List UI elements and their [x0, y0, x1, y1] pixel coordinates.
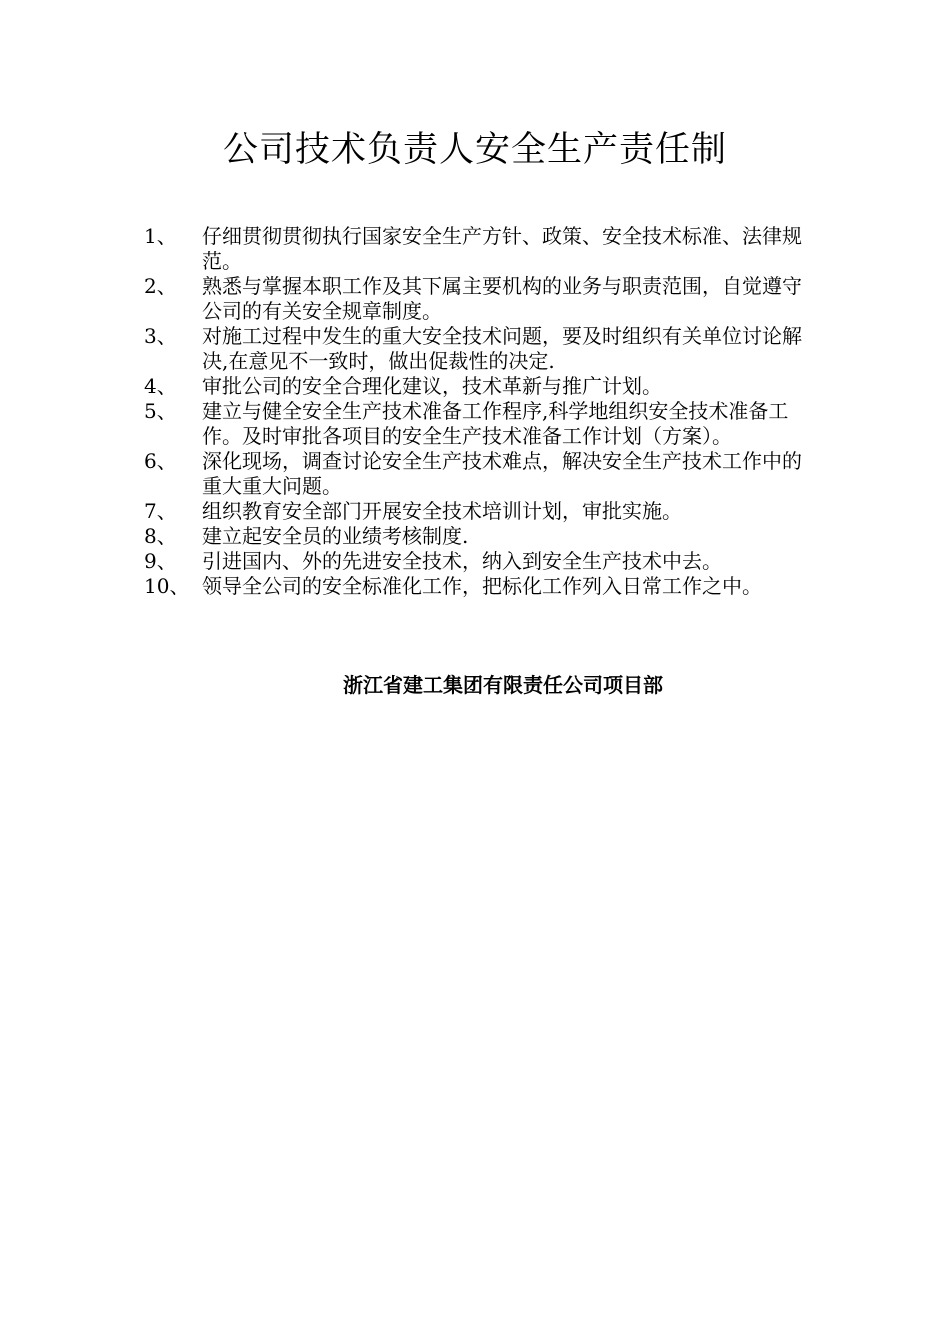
- item-number: 2、: [144, 274, 177, 298]
- list-item: [144, 499, 844, 524]
- item-number: 1、: [144, 224, 177, 248]
- item-text: 深化现场，调查讨论安全生产技术难点，解决安全生产技术工作中的重大重大问题。: [202, 449, 802, 498]
- item-text: 审批公司的安全合理化建议，技术革新与推广计划。: [202, 374, 662, 398]
- list-item: [144, 549, 844, 574]
- list-item: [144, 274, 844, 324]
- item-number: 3、: [144, 324, 177, 348]
- item-text: 熟悉与掌握本职工作及其下属主要机构的业务与职责范围，自觉遵守公司的有关安全规章制度。: [202, 274, 802, 323]
- list-item: [144, 224, 844, 274]
- footer-organization: 浙江省建工集团有限责任公司项目部: [343, 673, 663, 697]
- item-text: 建立起安全员的业绩考核制度.: [202, 524, 469, 548]
- item-number: 6、: [144, 449, 177, 473]
- item-text: 仔细贯彻贯彻执行国家安全生产方针、政策、安全技术标准、法律规范。: [202, 224, 802, 273]
- list-item: [144, 374, 844, 399]
- item-text: 对施工过程中发生的重大安全技术问题，要及时组织有关单位讨论解决,在意见不一致时，做出促裁性的决定.: [202, 324, 802, 373]
- item-number: 8、: [144, 524, 177, 548]
- document-title: 公司技术负责人安全生产责任制: [222, 130, 727, 170]
- item-text: 引进国内、外的先进安全技术，纳入到安全生产技术中去。: [202, 549, 722, 573]
- list-item: [144, 574, 844, 599]
- item-number: 10、: [144, 574, 190, 598]
- list-item: [144, 399, 844, 449]
- item-text: 组织教育安全部门开展安全技术培训计划，审批实施。: [202, 499, 682, 523]
- list-item: [144, 449, 844, 499]
- list-item: [144, 324, 844, 374]
- item-number: 7、: [144, 499, 177, 523]
- item-text: 建立与健全安全生产技术准备工作程序,科学地组织安全技术准备工作。及时审批各项目的安全生产技术准备工作计划（方案）。: [202, 399, 789, 448]
- item-number: 4、: [144, 374, 177, 398]
- item-number: 5、: [144, 399, 177, 423]
- list-item: [144, 524, 844, 549]
- responsibility-list: [144, 224, 844, 599]
- item-number: 9、: [144, 549, 177, 573]
- item-text: 领导全公司的安全标准化工作，把标化工作列入日常工作之中。: [202, 574, 762, 598]
